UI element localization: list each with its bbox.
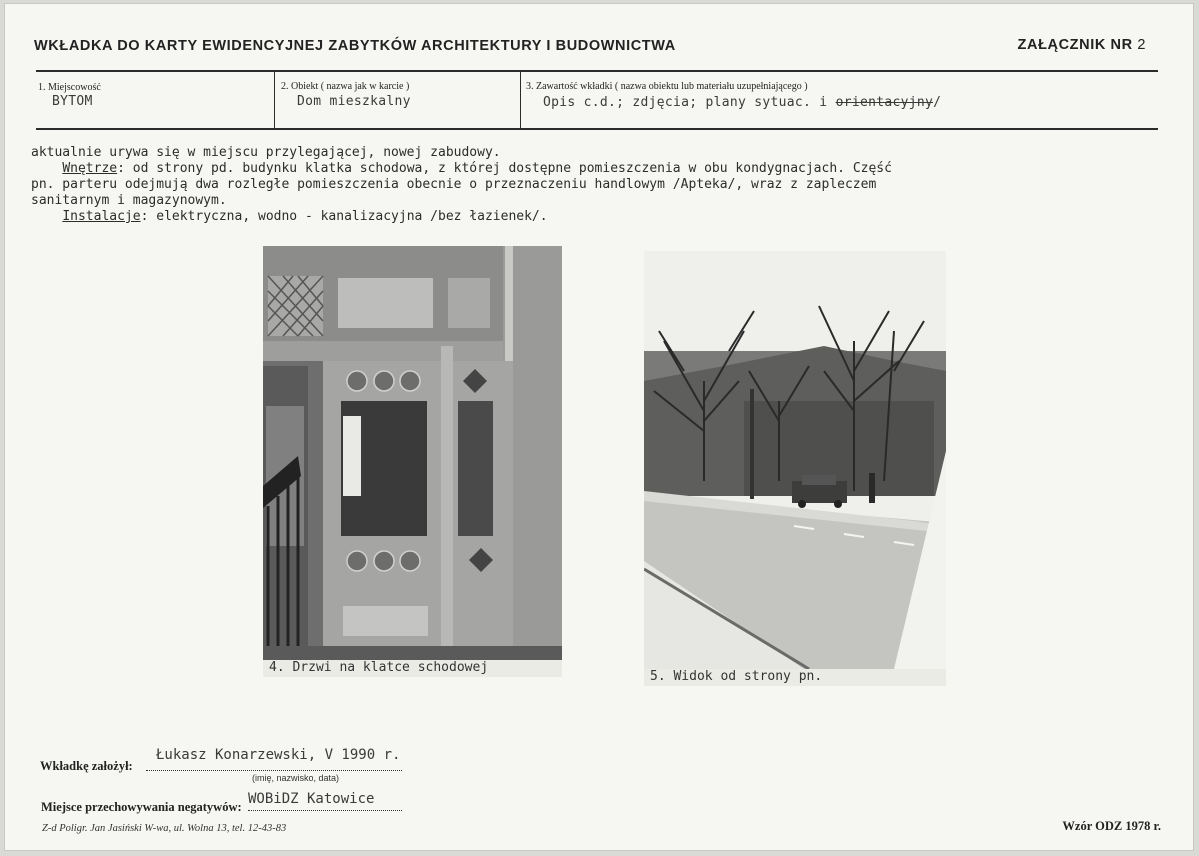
printer-note: Z-d Poligr. Jan Jasiński W-wa, ul. Wolna 13, tel. 12-43-83 (42, 823, 287, 834)
founder-hint: (imię, nazwisko, data) (252, 773, 340, 783)
contents-value-struck: orientacyjny (835, 95, 934, 110)
door-photo-icon (263, 246, 562, 660)
contents-label: 3. Zawartość wkładki ( nazwa obiektu lub materiału uzupełniającego ) (526, 81, 808, 92)
door-photo (263, 246, 562, 660)
annex-number: 2 (1137, 37, 1146, 53)
interior-heading: Wnętrze (62, 161, 118, 176)
body-line-2: : od strony pd. budynku klatka schodowa, z której dostępne pomieszczenia w obu kondygnacjach. Część (117, 161, 892, 176)
field-divider-1 (274, 71, 275, 128)
body-line-3: pn. parteru odejmują dwa rozległe pomieszczenia obecnie o przeznaczeniu handlowym /Apteka/, wraz z zapleczem (31, 177, 877, 192)
body-line-5: : elektryczna, wodno - kanalizacyjna /bez łazienek/. (140, 209, 548, 224)
storage-value: WOBiDZ Katowice (248, 791, 375, 807)
photo-caption-street: 5. Widok od strony pn. (644, 669, 946, 686)
contents-value-text: Opis c.d.; zdjęcia; plany sytuac. i (543, 95, 828, 110)
body-line-1: aktualnie urywa się w miejscu przylegającej, nowej zabudowy. (31, 145, 501, 160)
contents-value-end: / (933, 95, 942, 110)
body-line-4: sanitarnym i magazynowym. (31, 193, 227, 208)
field-top-rule (36, 70, 1158, 72)
document-sheet (4, 3, 1194, 851)
storage-dotted-line (248, 810, 402, 811)
field-bottom-rule (36, 128, 1158, 130)
field-divider-2 (520, 71, 521, 128)
locality-value: BYTOM (52, 94, 93, 109)
contents-value (543, 95, 941, 110)
description-text (31, 145, 1171, 225)
street-photo (644, 251, 946, 669)
storage-label: Miejsce przechowywania negatywów: (41, 800, 242, 814)
installations-heading: Instalacje (62, 209, 141, 224)
object-value: Dom mieszkalny (297, 94, 411, 109)
street-photo-icon (644, 251, 946, 669)
annex-label-text: ZAŁĄCZNIK NR (1017, 37, 1133, 53)
locality-label: 1. Miejscowość (38, 82, 101, 93)
founder-label: Wkładkę założył: (40, 759, 133, 773)
photo-caption-door: 4. Drzwi na klatce schodowej (263, 660, 562, 677)
form-code: Wzór ODZ 1978 r. (1062, 819, 1161, 833)
founder-value: Łukasz Konarzewski, V 1990 r. (156, 747, 401, 763)
document-title: WKŁADKA DO KARTY EWIDENCYJNEJ ZABYTKÓW ARCHITEKTURY I BUDOWNICTWA (34, 38, 676, 54)
founder-dotted-line (146, 770, 402, 771)
annex-label (1018, 37, 1146, 53)
object-label: 2. Obiekt ( nazwa jak w karcie ) (281, 81, 410, 92)
